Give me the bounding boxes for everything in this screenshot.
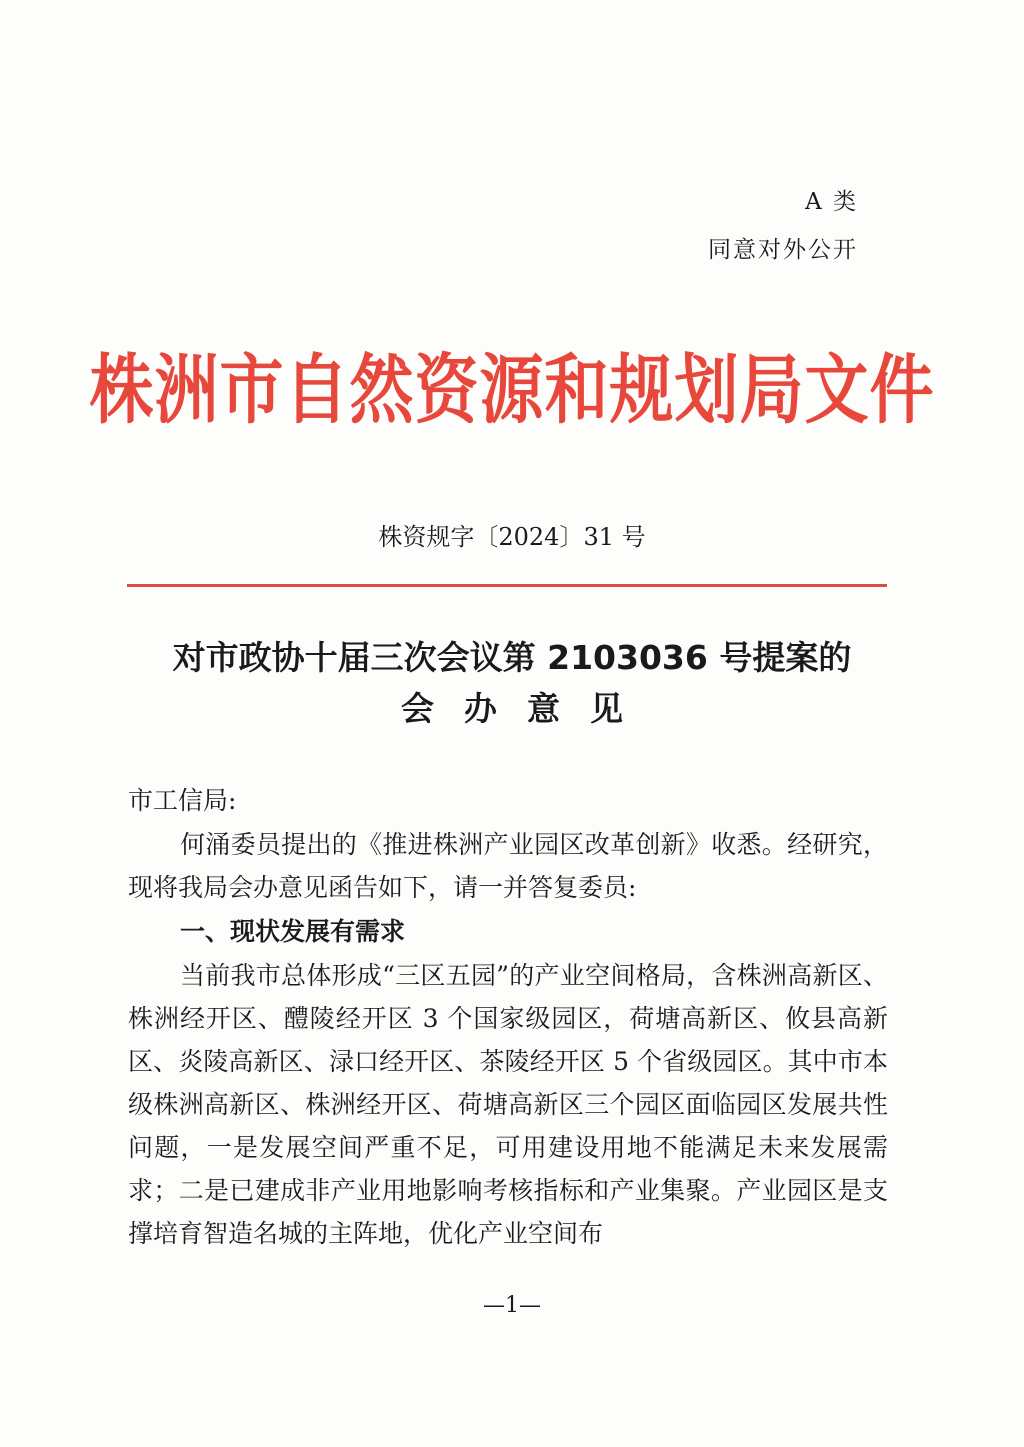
disclosure-label: 同意对外公开	[708, 237, 858, 263]
page-number: —1—	[483, 1293, 541, 1318]
section-heading-1: 一、现状发展有需求	[180, 917, 406, 946]
salutation: 市工信局:	[128, 786, 237, 815]
body-paragraph-2: 当前我市总体形成“三区五园”的产业空间格局，含株洲高新区、株洲经开区、醴陵经开区 3 个国家级园区，荷塘高新区、攸县高新区、炎陵高新区、渌口经开区、茶陵经开区 5 个省级园区。其中市本级株洲高新区、株洲经开区、荷塘高新区三个园区面临园区发展共性问题，一是发展空间严重不足，可用建设用地不能满足未来发展需求；二是已建成非产业用地影响考核指标和产业集聚。产业园区是支撑培育智造名城的主阵地，优化产业空间布	[128, 961, 888, 1248]
issuing-authority-header: 株洲市自然资源和规划局文件	[89, 347, 935, 436]
document-title-line-1: 对市政协十届三次会议第 2103036 号提案的	[172, 638, 852, 677]
header-divider-rule	[127, 584, 887, 587]
document-number: 株资规字〔2024〕31 号	[378, 523, 646, 551]
document-title-line-2: 会办意见	[401, 689, 653, 728]
classification-label: A 类	[805, 189, 858, 215]
body-paragraph-1: 何涌委员提出的《推进株洲产业园区改革创新》收悉。经研究，现将我局会办意见函告如下，请一并答复委员:	[128, 830, 888, 902]
